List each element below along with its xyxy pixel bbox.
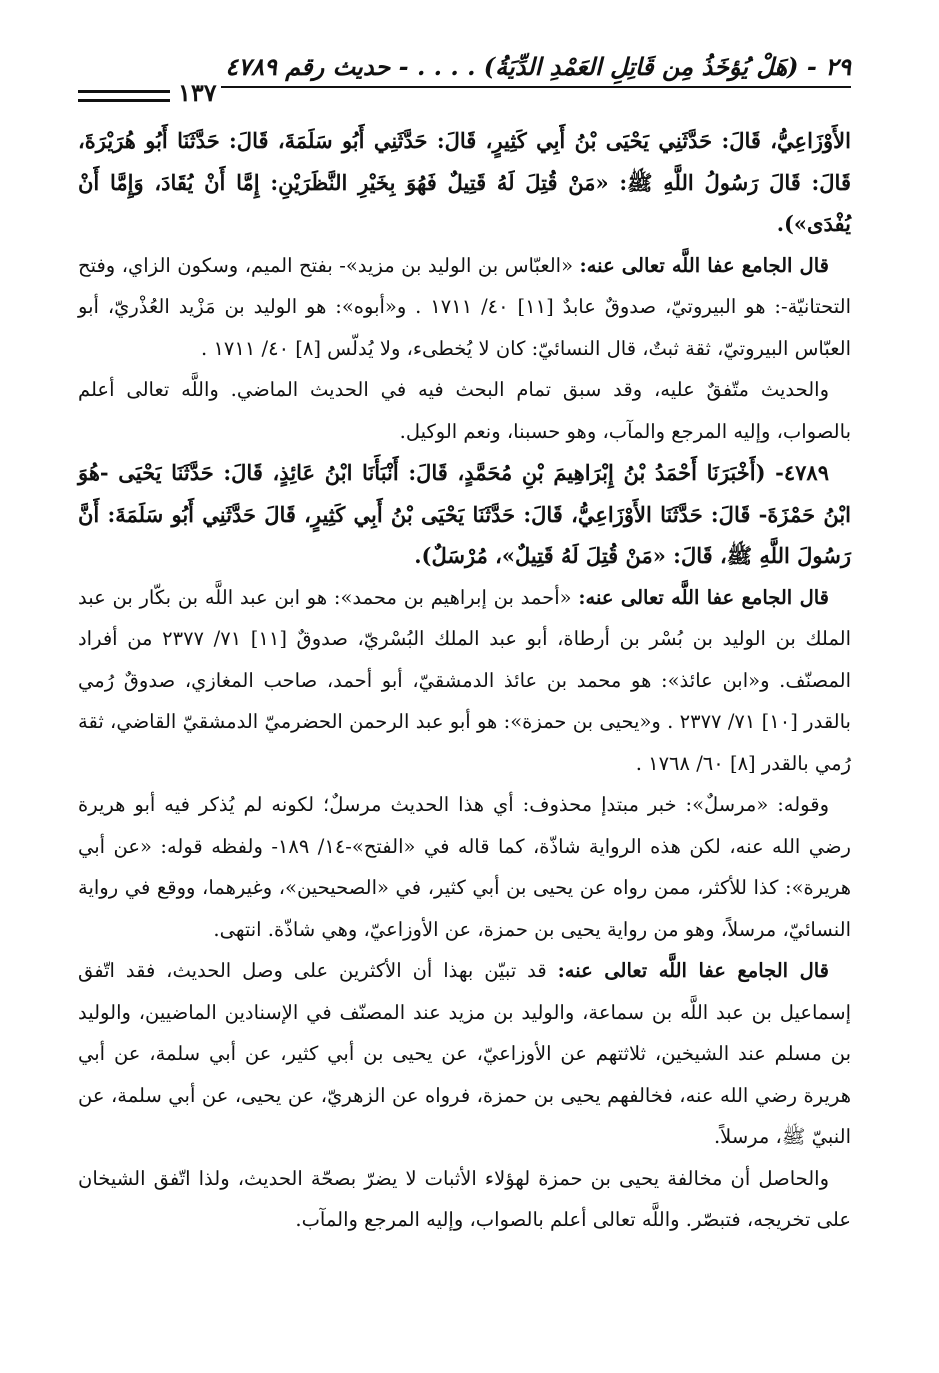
commentary-text: قد تبيّن بهذا أن الأكثرين على وصل الحديث، فقد اتّفق إسماعيل بن عبد اللَّه بن سماعة، والوليد بن مزيد عند المصنّف في الإسنادين الماضيين، والوليد بن مسلم عند الشيخين، ثلاثتهم عن الأوزاعيّ، عن يحيى بن أبي كثير، عن أبي سلمة، عن أبي هريرة رضي الله عنه، فخالفهم يحيى بن حمزة، فرواه عن الزهريّ، عن يحيى، عن أبي سلمة، عن النبيّ ﷺ، مرسلاً. <box>78 959 851 1148</box>
commentary-paragraph <box>78 245 851 370</box>
body-text <box>78 120 851 1241</box>
running-title: ٢٩ - (هَلْ يُؤخَذُ مِن قَاتِلِ العَمْدِ الدِّيَةُ) . . . . - حديث رقم ٤٧٨٩ <box>221 50 851 88</box>
double-rule <box>78 90 170 102</box>
commentary-text: «أحمد بن إبراهيم بن محمد»: هو ابن عبد اللَّه بن بكّار بن عبد الملك بن الوليد بن بُسْر بن أرطاة، أبو عبد الملك البُسْريّ، صدوقٌ [١١] ٧١/ ٢٣٧٧ من أفراد المصنّف. و«ابن عائذ»: هو محمد بن عائذ الدمشقيّ، أبو أحمد، صاحب المغازي، صدوقٌ رُمي بالقدر [١٠] ٧١/ ٢٣٧٧ . و«يحيى بن حمزة»: هو أبو عبد الرحمن الحضرميّ الدمشقيّ القاضي، ثقة رُمي بالقدر [٨] ٦٠/ ١٧٦٨ . <box>78 585 851 775</box>
commentary-lead: قال الجامع عفا اللَّه تعالى عنه: <box>579 253 829 277</box>
conclusion-paragraph: والحاصل أن مخالفة يحيى بن حمزة لهؤلاء الأثبات لا يضرّ بصحّة الحديث، ولذا اتّفق الشيخان على تخريجه، فتبصّر. واللَّه تعالى أعلم بالصواب، وإليه المرجع والمآب. <box>78 1166 851 1231</box>
page-number: ١٣٧ <box>178 78 217 107</box>
commentary-paragraph <box>78 950 851 1158</box>
summary-paragraph: والحديث متّفقٌ عليه، وقد سبق تمام البحث فيه في الحديث الماضي. واللَّه تعالى أعلم بالصواب، وإليه المرجع والمآب، وهو حسبنا، ونعم الوكيل. <box>78 378 851 443</box>
commentary-lead: قال الجامع عفا اللَّه تعالى عنه: <box>578 585 829 609</box>
commentary-paragraph <box>78 577 851 785</box>
hadith-4789: ٤٧٨٩- (أَخْبَرَنَا أَحْمَدُ بْنُ إِبْرَاهِيمَ بْنِ مُحَمَّدٍ، قَالَ: أَنْبَأَنَا ابْنُ عَائِذٍ، قَالَ: حَدَّثَنَا يَحْيَى -هُوَ ابْنُ حَمْزَةَ- قَالَ: حَدَّثَنَا الأَوْزَاعِيُّ، قَالَ: حَدَّثَنَا يَحْيَى بْنُ أَبِي كَثِيرٍ، قَالَ حَدَّثَنِي أَبُو سَلَمَةَ: أَنَّ رَسُولَ اللَّهِ ﷺ، قَالَ: «مَنْ قُتِلَ لَهُ قَتِيلٌ»، مُرْسَلٌ). <box>78 460 851 568</box>
hadith-continuation: الأَوْزَاعِيُّ، قَالَ: حَدَّثَنِي يَحْيَى بْنُ أَبِي كَثِيرٍ، قَالَ: حَدَّثَنِي أَبُو سَلَمَةَ، قَالَ: حَدَّثَنَا أَبُو هُرَيْرَةَ، قَالَ: قَالَ رَسُولُ اللَّهِ ﷺ: «مَنْ قُتِلَ لَهُ قَتِيلٌ فَهُوَ بِخَيْرِ النَّظَرَيْنِ: إِمَّا أَنْ يُقَادَ، وَإِمَّا أَنْ يُفْدَى»). <box>78 128 851 236</box>
commentary-lead: قال الجامع عفا اللَّه تعالى عنه: <box>557 959 829 982</box>
explanation-paragraph: وقوله: «مرسلٌ»: خبر مبتدإ محذوف: أي هذا الحديث مرسلٌ؛ لكونه لم يُذكر فيه أبو هريرة رضي الله عنه، لكن هذه الرواية شاذّة، كما قاله في «الفتح»-١٤/ ١٨٩- ولفظه قوله: «عن أبي هريرة»: كذا للأكثر، ممن رواه عن يحيى بن أبي كثير، في «الصحيحين»، وغيرهما، ووقع في رواية النسائيّ، مرسلاً، وهو من رواية يحيى بن حمزة، عن الأوزاعيّ، وهي شاذّة. انتهى. <box>78 793 851 941</box>
commentary-text: «العبّاس بن الوليد بن مزيد»- بفتح الميم، وسكون الزاي، وفتح التحتانيّة-: هو البيروتيّ، صدوقٌ عابدٌ [١١] ٤٠/ ١٧١١ . و«أبوه»: هو الوليد بن مَزْيد العُذْريّ، أبو العبّاس البيروتيّ، ثقة ثبتٌ، قال النسائيّ: كان لا يُخطىء، ولا يُدلّس [٨] ٤٠/ ١٧١١ . <box>78 253 851 360</box>
page-number-block <box>78 76 243 110</box>
running-header <box>78 50 851 120</box>
